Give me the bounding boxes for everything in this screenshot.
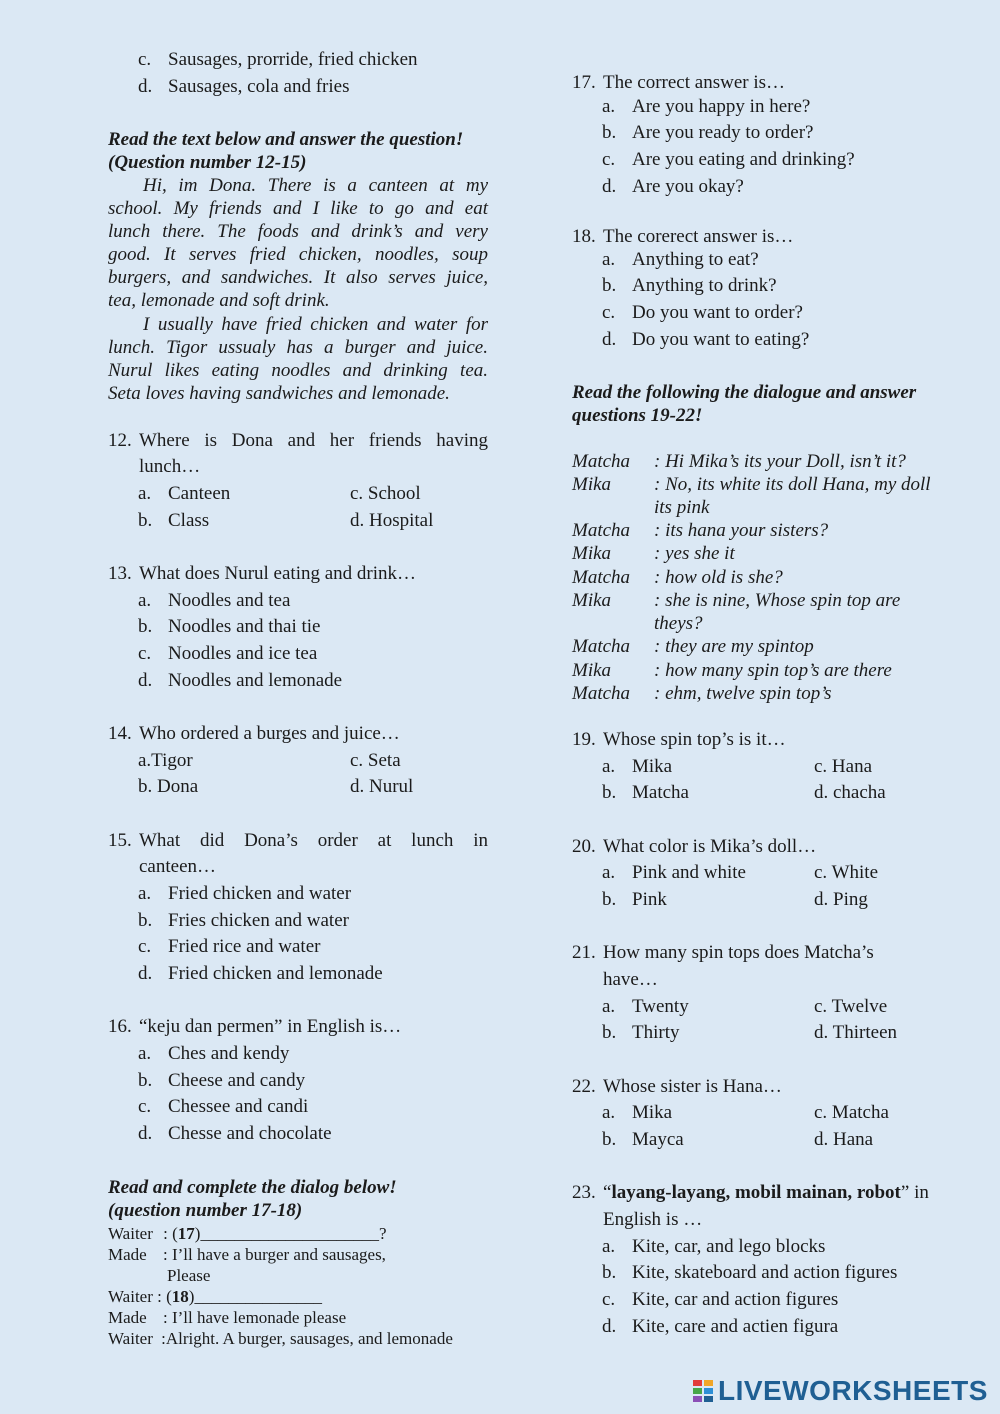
question-text: Who ordered a burges and juice… [139,723,400,744]
dialog-instruction-range: (question number 17-18) [108,1200,303,1221]
option-c[interactable]: c. Twelve [814,996,888,1017]
question-text: Where is Dona and her friends having [139,430,488,451]
dialogue-text: : how many spin top’s are there [654,660,892,681]
dialog-instruction: Read and complete the dialog below! [108,1177,397,1198]
dialog-line-made-1: Made : I’ll have a burger and sausages, [108,1245,386,1264]
question-text: The correct answer is… [603,72,786,93]
dialog-line-made-2: Made : I’ll have lemonade please [108,1308,347,1327]
dialogue-instruction-range: questions 19-22! [572,405,703,426]
option-d[interactable]: d. Hana [814,1129,874,1150]
option-d[interactable]: d. Thirteen [814,1022,898,1043]
option-b[interactable]: b. Mayca [602,1129,684,1150]
dialogue-text: : how old is she? [654,567,783,588]
dialogue-text: : they are my spintop [654,636,814,657]
liveworksheets-logo-icon [692,1378,714,1404]
logo-text: LIVEWORKSHEETS [718,1375,988,1406]
liveworksheets-logo[interactable] [692,1374,988,1408]
option-b[interactable]: b. Are you ready to order? [602,122,814,143]
question-number: 20. [572,836,596,857]
option-d[interactable]: d. Hospital [350,510,434,531]
option-c[interactable]: c. Chessee and candi [138,1096,309,1117]
dialogue-speaker: Mika [572,543,612,564]
option-d[interactable]: d. Kite, care and actien figura [602,1316,839,1337]
question-number: 17. [572,72,596,93]
option-11c: c. Sausages, prorride, fried chicken [138,49,418,70]
reading-instruction-range: (Question number 12-15) [108,152,307,173]
dialogue-speaker: Mika [572,660,612,681]
reading-instruction: Read the text below and answer the question! [108,129,464,150]
option-a[interactable]: a. Canteen [138,483,231,504]
dialogue-speaker: Matcha [572,567,631,588]
option-d[interactable]: d. Chesse and chocolate [138,1123,332,1144]
option-d[interactable]: d. chacha [814,782,886,803]
question-text: What color is Mika’s doll… [603,836,817,857]
option-b[interactable]: b. Cheese and candy [138,1070,306,1091]
option-a[interactable]: a. Pink and white [602,862,746,883]
question-number: 19. [572,729,596,750]
dialog-line-waiter-18: Waiter : (18)_______________ [108,1287,322,1306]
question-text: The corerect answer is… [603,226,794,247]
option-a[interactable]: a. Kite, car, and lego blocks [602,1236,826,1257]
dialogue-text: : No, its white its doll Hana, my doll [654,474,931,495]
dialogue-speaker: Mika [572,474,612,495]
option-c[interactable]: c. Noodles and ice tea [138,643,318,664]
option-a[interactable]: a. Mika [602,1102,673,1123]
option-d[interactable]: d. Fried chicken and lemonade [138,963,383,984]
option-c[interactable]: c. White [814,862,879,883]
answer-blank-18[interactable]: )_______________ [188,1287,322,1306]
option-a[interactable]: a. Noodles and tea [138,590,291,611]
option-a[interactable]: a. Mika [602,756,673,777]
question-number: 23. [572,1182,596,1203]
option-a[interactable]: a.Tigor [138,750,193,771]
question-number: 21. [572,942,596,963]
option-b[interactable]: b. Noodles and thai tie [138,616,321,637]
option-d[interactable]: d. Noodles and lemonade [138,670,343,691]
dialogue-speaker: Matcha [572,451,631,472]
question-number: 22. [572,1076,596,1097]
dialogue-speaker: Matcha [572,683,631,704]
question-number: 13. [108,563,132,584]
option-b[interactable]: b. Anything to drink? [602,275,777,296]
option-b[interactable]: b. Fries chicken and water [138,910,349,931]
question-number: 16. [108,1016,132,1037]
option-c[interactable]: c. Matcha [814,1102,889,1123]
worksheet-page: c. Sausages, prorride, fried chicken d. Sausages, cola and fries Read the text below and answer the question! (Question number 12-15) Hi, im Dona. There is a canteen at my school. My friends and I like to go and eat lunch there. The foods and drink’s and very good. It serves fried chicken, noodles, soup burgers, and sandwiches. It also serves juice, tea, lemonade and soft drink. I usually have fried chicken and water for lunch. Tigor ussualy has a burger and juice. Nurul likes eating noodles and drinking tea. Seta loves having sandwiches and lemonade. 12. Where is Dona and her friends having lunch… a. Canteen c. School b. Class d. Hospital 13. What does Nurul eating and drink… a. Noodles and tea b. Noodles and thai tie c. Noodles and ice tea d. Noodles and lemonade 14. Who ordered a burges and juice… a.Tigor c. Seta b. Dona d. Nurul 15. What did Dona’s order at lunch in canteen… a. Fried chicken and water b. Fries chicken and water c. Fried rice and water d. Fried chicken and lemonade 16. “keju dan permen” in English is… a. Ches and kendy b. Cheese and candy c. Chessee and candi d. Chesse and chocolate Read and complete the dialog below! (question number 17-18) Waiter : (17)_____________________? Made : I’ll have a burger and sausages, Please Waiter : (18)_______________ Made : I’ll have lemonade please Waiter :Alright. A burger, sausages, and lemonade 17. The correct answer is… a. Are you happy in here? b. Are you ready to order? c. Are you eating and drinking? d. Are you okay? 18. The corerect answer is… a. Anything to eat? b. Anything to drink? c. Do you want to order? d. Do you want to eating? Read the following the dialogue and answer questions 19-22! Matcha : Hi Mika’s its your Doll, isn’t it? Mika : No, its white its doll Hana, my doll its pink Matcha : its hana your sisters? Mika : yes she it Matcha : how old is she? Mika : she is nine, Whose spin top are theys? Matcha : they are my spintop Mika : how many spin top’s are there Matcha : ehm, twelve spin top’s 19. Whose spin top’s is it… a. Mika c. Hana b. Matcha d. chacha 20. What color is Mika’s doll… a. Pink and white c. White b. Pink d. Ping 21. How many spin tops does Matcha’s have… a. Twenty c. Twelve b. Thirty d. Thirteen 22. Whose sister is Hana… a. Mika c. Matcha b. Mayca d. Hana 23. “layang-layang, mobil mainan, robot” in English is … a. Kite, car, and lego blocks b. Kite, skateboard and action figures c. Kite, car and action figures d. Kite, care and actien figura LIVEWORKSHEETS [108,49,988,1406]
option-d[interactable]: d. Do you want to eating? [602,329,810,350]
question-text: How many spin tops does Matcha’s [603,942,874,963]
option-11d: d. Sausages, cola and fries [138,76,350,97]
question-text: What did Dona’s order at lunch in [139,830,488,851]
question-text: Whose sister is Hana… [603,1076,782,1097]
dialogue-text: : its hana your sisters? [654,520,829,541]
option-b[interactable]: b. Thirty [602,1022,680,1043]
option-b[interactable]: b. Dona [138,776,199,797]
option-a[interactable]: a. Anything to eat? [602,249,759,270]
question-text: Whose spin top’s is it… [603,729,786,750]
option-c[interactable]: c. Seta [350,750,401,771]
option-c[interactable]: c. Fried rice and water [138,936,321,957]
dialogue-text: : she is nine, Whose spin top are [654,590,901,611]
option-d[interactable]: d. Ping [814,889,868,910]
option-c[interactable]: c. Are you eating and drinking? [602,149,855,170]
dialogue-speaker: Mika [572,590,612,611]
answer-blank-17[interactable]: )_____________________? [194,1224,387,1243]
option-a[interactable]: a. Are you happy in here? [602,96,811,117]
question-number: 18. [572,226,596,247]
dialogue-speaker: Matcha [572,520,631,541]
dialogue-text: its pink [654,497,710,518]
option-d[interactable]: d. Are you okay? [602,176,744,197]
option-c[interactable]: c. Do you want to order? [602,302,803,323]
option-c[interactable]: c. School [350,483,421,504]
option-b[interactable]: b. Matcha [602,782,689,803]
dialogue-text: theys? [654,613,703,634]
option-a[interactable]: a. Twenty [602,996,689,1017]
option-a[interactable]: a. Fried chicken and water [138,883,352,904]
dialogue-speaker: Matcha [572,636,631,657]
question-text: “keju dan permen” in English is… [139,1016,402,1037]
option-b[interactable]: b. Pink [602,889,667,910]
question-number: 12. [108,430,132,451]
dialogue-text: : yes she it [654,543,735,564]
option-c[interactable]: c. Hana [814,756,873,777]
option-b[interactable]: b. Kite, skateboard and action figures [602,1262,898,1283]
dialog-line-waiter-17: Waiter : (17)_____________________? [108,1224,387,1243]
option-c[interactable]: c. Kite, car and action figures [602,1289,839,1310]
option-b[interactable]: b. Class [138,510,210,531]
dialog-line-waiter-3: Waiter :Alright. A burger, sausages, and lemonade [108,1329,453,1348]
option-a[interactable]: a. Ches and kendy [138,1043,290,1064]
dialogue-instruction: Read the following the dialogue and answer [572,382,917,403]
option-d[interactable]: d. Nurul [350,776,414,797]
question-number: 15. [108,830,132,851]
question-number: 14. [108,723,132,744]
dialogue-text: : Hi Mika’s its your Doll, isn’t it? [654,451,906,472]
question-text: What does Nurul eating and drink… [139,563,417,584]
question-text: “layang-layang, mobil mainan, robot” in [603,1182,929,1203]
dialogue-text: : ehm, twelve spin top’s [654,683,832,704]
